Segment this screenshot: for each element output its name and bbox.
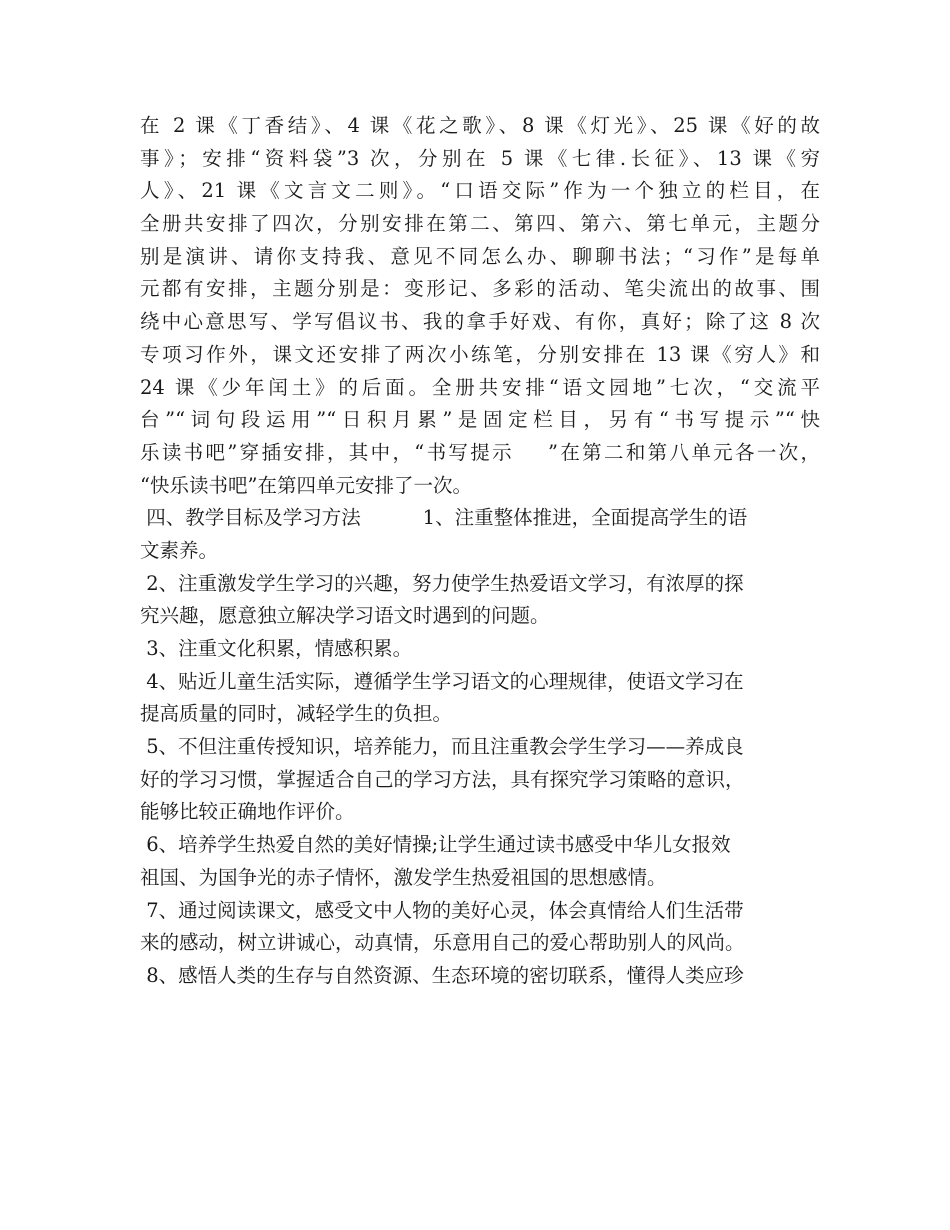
list-item-line: 4、贴近儿童生活实际，遵循学生学习语文的心理规律，使语文学习在 bbox=[140, 669, 744, 693]
document-body bbox=[140, 110, 820, 993]
text-line: 事》；安排“资料袋”3 次，分别在 5 课《七律.长征》、13 课《穷 bbox=[140, 146, 820, 170]
list-item-line: 6、培养学生热爱自然的美好情操;让学生通过读书感受中华儿女报效 bbox=[140, 833, 731, 857]
list-item-line: 8、感悟人类的生存与自然资源、生态环境的密切联系，懂得人类应珍 bbox=[140, 963, 744, 987]
list-item-line: 3、注重文化积累，情感积累。 bbox=[140, 637, 413, 660]
text-line: 究兴趣，愿意独立解决学习语文时遇到的问题。 bbox=[140, 604, 550, 628]
text-line: 祖国、为国争光的赤子情怀，激发学生热爱祖国的思想感情。 bbox=[140, 865, 667, 889]
text-line: 全册共安排了四次，分别安排在第二、第四、第六、第七单元，主题分 bbox=[140, 212, 820, 236]
text-line: 能够比较正确地作评价。 bbox=[140, 800, 355, 824]
text-line: 台”“词句段运用”“日积月累”是固定栏目，另有“书写提示”“快 bbox=[140, 408, 820, 432]
text-line: 来的感动，树立讲诚心，动真情，乐意用自己的爱心帮助别人的风尚。 bbox=[140, 931, 745, 955]
text-line: 提高质量的同时，减轻学生的负担。 bbox=[140, 702, 453, 726]
text-line: 元都有安排，主题分别是：变形记、多彩的活动、笔尖流出的故事、围 bbox=[140, 277, 820, 301]
text-line: 乐读书吧”穿插安排，其中，“书写提示 ”在第二和第八单元各一次， bbox=[140, 440, 820, 464]
text-line: 24 课《少年闰土》的后面。全册共安排“语文园地”七次，“交流平 bbox=[140, 375, 820, 399]
list-item-line: 5、不但注重传授知识，培养能力，而且注重教会学生学习——养成良 bbox=[140, 735, 744, 759]
text-line: 别是演讲、请你支持我、意见不同怎么办、聊聊书法；“习作”是每单 bbox=[140, 244, 820, 268]
text-line: 绕中心意思写、学写倡议书、我的拿手好戏、有你，真好；除了这 8 次 bbox=[140, 310, 820, 334]
text-line: 文素养。 bbox=[140, 538, 219, 562]
section-heading-line: 四、教学目标及学习方法 1、注重整体推进，全面提高学生的语 bbox=[140, 506, 748, 530]
text-line: 专项习作外，课文还安排了两次小练笔，分别安排在 13 课《穷人》和 bbox=[140, 342, 820, 366]
text-line: “快乐读书吧”在第四单元安排了一次。 bbox=[140, 473, 472, 497]
list-item-line: 2、注重激发学生学习的兴趣，努力使学生热爱语文学习，有浓厚的探 bbox=[140, 571, 744, 595]
text-line: 人》、21 课《文言文二则》。“口语交际”作为一个独立的栏目，在 bbox=[140, 179, 820, 203]
text-line: 在 2 课《丁香结》、4 课《花之歌》、8 课《灯光》、25 课《好的故 bbox=[140, 114, 820, 137]
list-item-line: 7、通过阅读课文，感受文中人物的美好心灵，体会真情给人们生活带 bbox=[140, 898, 744, 922]
text-line: 好的学习习惯，掌握适合自己的学习方法，具有探究学习策略的意识， bbox=[140, 767, 745, 791]
